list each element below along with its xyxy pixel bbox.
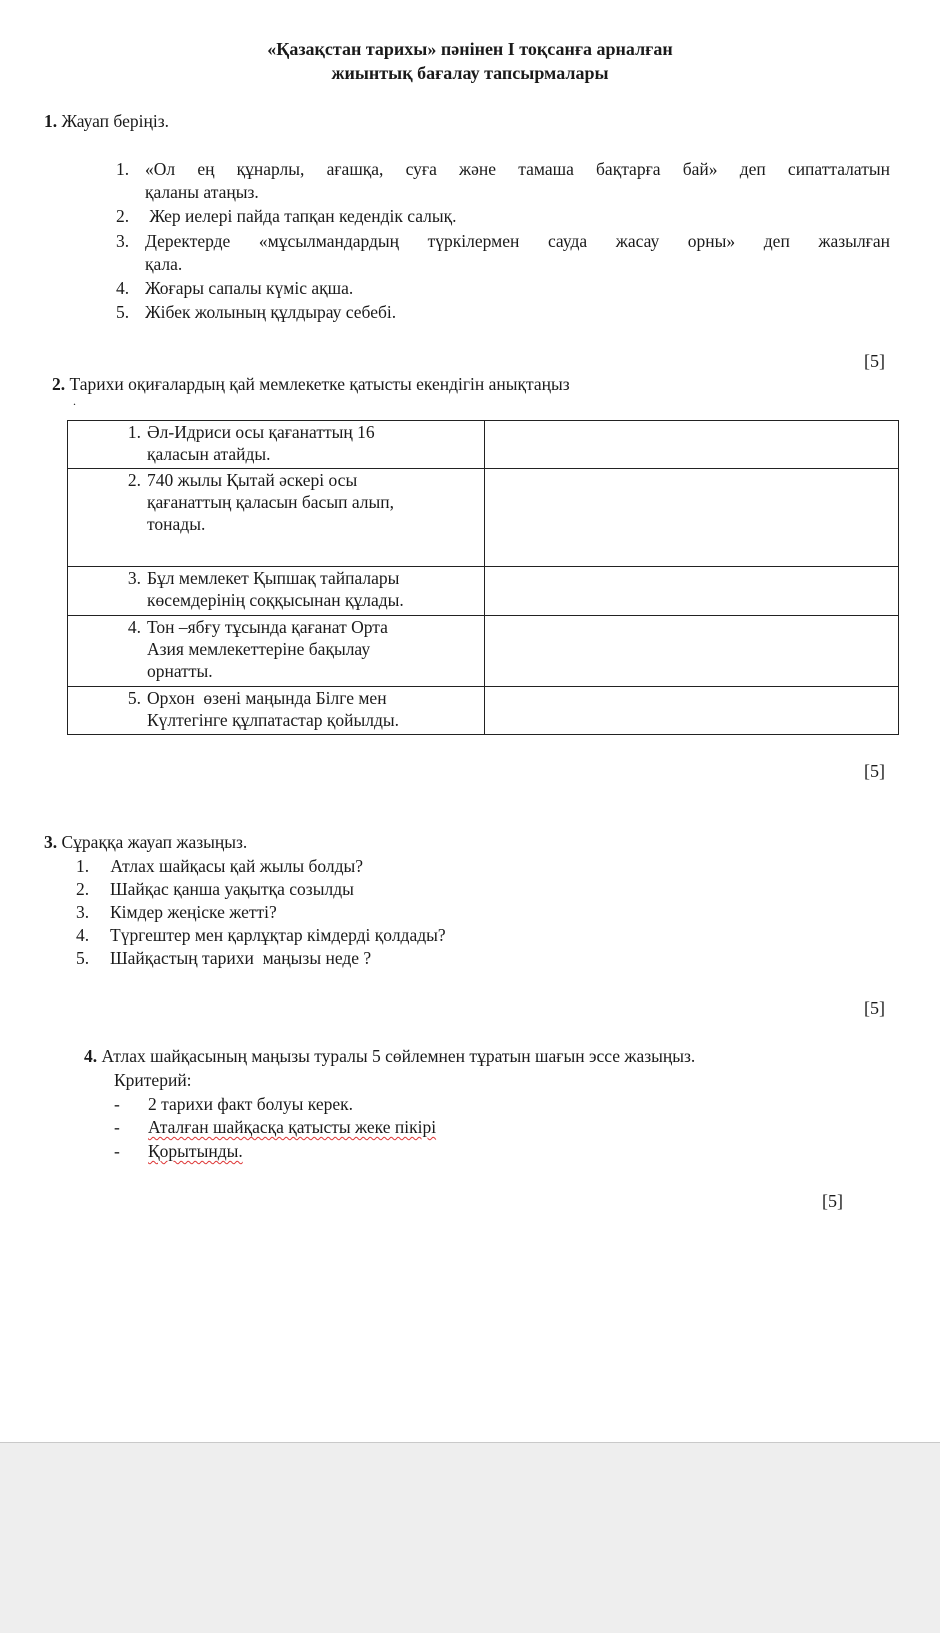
- task4-criterion-3-dash: -: [114, 1141, 120, 1161]
- table-row: [68, 567, 899, 616]
- task3-item-1-number: 1.: [76, 856, 90, 876]
- table-row: [68, 616, 899, 687]
- document-title-line-2: жиынтық бағалау тапсырмалары: [331, 63, 609, 83]
- task3-item-3-text: Кімдер жеңіске жетті?: [110, 902, 277, 922]
- task4-criterion-1: 2 тарихи факт болуы керек.: [148, 1094, 354, 1114]
- task1-item-1-line-1: «Ол ең құнарлы, ағашқа, суға және тамаша бақтарға бай» деп сипатталатын: [145, 159, 890, 179]
- table-cell-event: [68, 421, 485, 469]
- task1-item-3-line-2: қала.: [145, 254, 183, 274]
- task3-item-5-number: 5.: [76, 948, 90, 968]
- task1-item-number: 3.: [116, 231, 130, 251]
- task1-item-1-line-2: қаланы атаңыз.: [145, 182, 259, 202]
- task2-heading-text: Тарихи оқиғалардың қай мемлекетке қатысты екендігін анықтаңыз: [69, 374, 570, 394]
- task2-table: [67, 420, 899, 735]
- row-text-line: қаласын атайды.: [147, 444, 271, 464]
- row-number: 4.: [127, 617, 141, 637]
- task4-criteria-label: Критерий:: [114, 1070, 192, 1090]
- task3-heading: [44, 831, 247, 853]
- table-cell-event: [68, 469, 485, 567]
- task4-criterion-2-dash: -: [114, 1117, 120, 1137]
- document-title-line-1: «Қазақстан тарихы» пәнінен І тоқсанға арналған: [267, 39, 673, 59]
- task1-number: 1.: [44, 111, 58, 131]
- task1-item-number: 5.: [116, 302, 130, 322]
- task3-item-2-text: Шайқас қанша уақытқа созылды: [110, 879, 354, 899]
- task4-number: 4.: [84, 1046, 98, 1066]
- below-page-area: [0, 1442, 940, 1633]
- task1-item-5-text: Жібек жолының құлдырау себебі.: [145, 302, 397, 322]
- task4-criterion-3: Қорытынды.: [148, 1141, 243, 1161]
- table-cell-event: [68, 687, 485, 735]
- row-text-line: орнатты.: [147, 661, 213, 681]
- task1-item-3: [116, 230, 129, 252]
- table-cell-answer[interactable]: [485, 567, 899, 616]
- task4-heading-text: Атлах шайқасының маңызы туралы 5 сөйлемнен тұратын шағын эссе жазыңыз.: [101, 1046, 696, 1066]
- row-number: 2.: [127, 470, 141, 490]
- row-text-line: Азия мемлекеттеріне бақылау: [147, 639, 371, 659]
- task3-number: 3.: [44, 832, 58, 852]
- task4-heading: [84, 1045, 695, 1067]
- table-cell-answer[interactable]: [485, 421, 899, 469]
- row-text-line: 740 жылы Қытай әскері осы: [147, 470, 358, 490]
- task1-heading-text: Жауап беріңіз.: [61, 111, 169, 131]
- task4-criterion-1-dash: -: [114, 1094, 120, 1114]
- row-text-line: көсемдерінің соққысынан құлады.: [147, 590, 404, 610]
- row-text-line: Күлтегінге құлпатастар қойылды.: [147, 710, 400, 730]
- row-text-line: тонады.: [147, 514, 206, 534]
- task2-number: 2.: [52, 374, 66, 394]
- row-number: 1.: [127, 422, 141, 442]
- table-cell-event: [68, 567, 485, 616]
- task2-score: [5]: [864, 761, 885, 781]
- row-text-line: қағанаттың қаласын басып алып,: [147, 492, 394, 512]
- task1-item-2-text: Жер иелері пайда тапқан кедендік салық.: [145, 206, 457, 226]
- task2-stray-dot: .: [73, 394, 76, 408]
- task1-item-1: [116, 158, 129, 180]
- row-number: 5.: [127, 688, 141, 708]
- task1-item-number: 1.: [116, 159, 130, 179]
- task1-item-4-text: Жоғары сапалы күміс ақша.: [145, 278, 354, 298]
- table-cell-event: [68, 616, 485, 687]
- task3-item-1-text: Атлах шайқасы қай жылы болды?: [106, 856, 364, 876]
- row-text-line: Тон –ябғу тұсында қағанат Орта: [147, 617, 388, 637]
- task1-heading: [44, 110, 169, 132]
- task4-score: [5]: [822, 1191, 843, 1211]
- row-text-line: Әл-Идриси осы қағанаттың 16: [147, 422, 375, 442]
- task1-score: [5]: [864, 351, 885, 371]
- table-row: [68, 687, 899, 735]
- table-cell-answer[interactable]: [485, 687, 899, 735]
- task1-item-number: 2.: [116, 206, 130, 226]
- task3-item-4-number: 4.: [76, 925, 90, 945]
- task1-item-2: [116, 205, 129, 227]
- table-row: [68, 469, 899, 567]
- task4-criterion-2: Аталған шайқасқа қатысты жеке пікірі: [148, 1117, 437, 1137]
- task1-item-4: [116, 277, 129, 299]
- row-number: 3.: [127, 568, 141, 588]
- table-cell-answer[interactable]: [485, 469, 899, 567]
- task3-item-2-number: 2.: [76, 879, 90, 899]
- task3-item-5-text: Шайқастың тарихи маңызы неде ?: [110, 948, 372, 968]
- table-cell-answer[interactable]: [485, 616, 899, 687]
- row-text-line: Бұл мемлекет Қыпшақ тайпалары: [147, 568, 400, 588]
- task1-item-3-line-1: Деректерде «мұсылмандардың түркілермен сауда жасау орны» деп жазылған: [145, 231, 890, 251]
- row-text-line: Орхон өзені маңында Білге мен: [147, 688, 387, 708]
- task3-item-3-number: 3.: [76, 902, 90, 922]
- table-row: [68, 421, 899, 469]
- task3-heading-text: Сұраққа жауап жазыңыз.: [61, 832, 248, 852]
- task1-item-number: 4.: [116, 278, 130, 298]
- task3-score: [5]: [864, 998, 885, 1018]
- task3-item-4-text: Түргештер мен қарлұқтар кімдерді қолдады?: [110, 925, 446, 945]
- task2-heading: [52, 373, 570, 395]
- task1-item-5: [116, 301, 129, 323]
